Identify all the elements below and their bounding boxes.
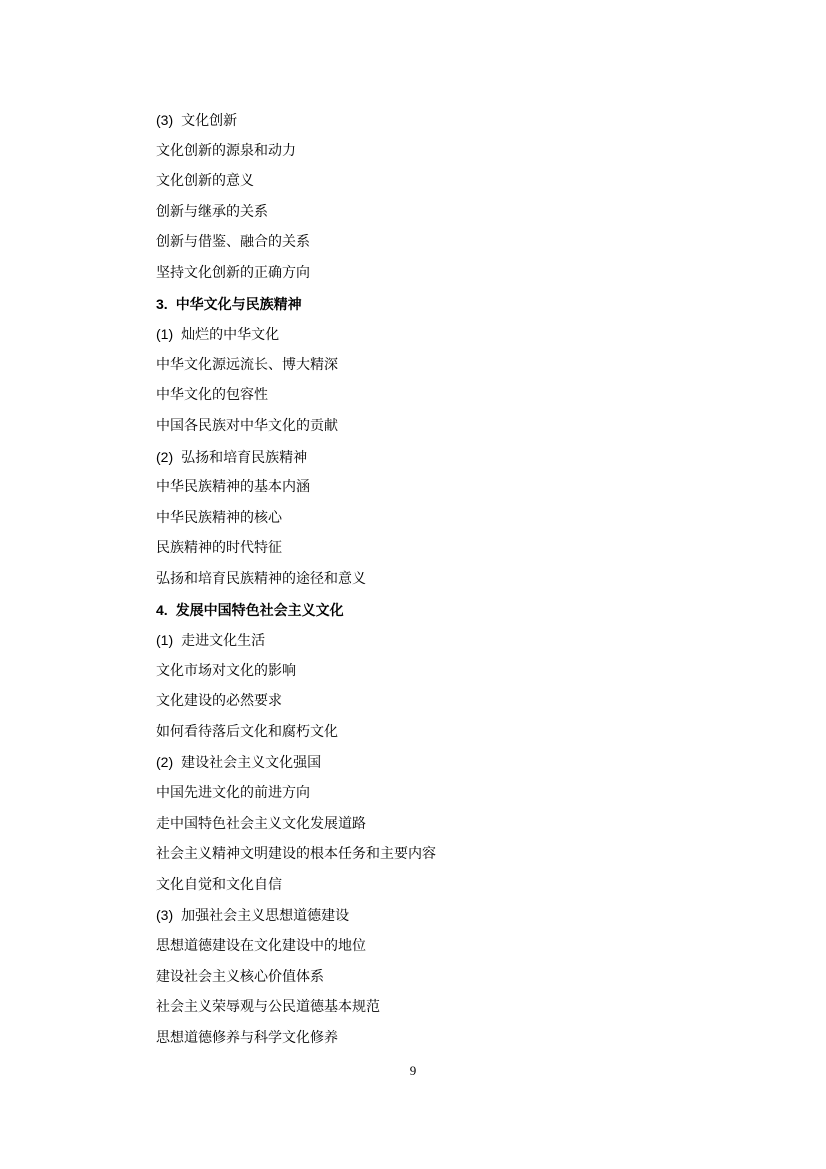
outline-item <box>156 355 756 386</box>
item-text: 中华文化与民族精神 <box>175 296 302 313</box>
item-number: (1) <box>156 632 174 649</box>
item-text: 文化自觉和文化自信 <box>156 876 282 893</box>
item-text: 文化创新的意义 <box>156 173 254 190</box>
outline-item <box>156 875 756 906</box>
item-text: 创新与借鉴、融合的关系 <box>156 234 310 251</box>
subsection-heading <box>156 324 756 355</box>
page-number: 9 <box>409 1063 417 1078</box>
outline-item <box>156 936 756 967</box>
outline-item <box>156 661 756 692</box>
outline-item <box>156 783 756 814</box>
item-number: (2) <box>156 448 174 465</box>
item-text: 文化创新 <box>181 113 238 129</box>
item-text: 中华民族精神的基本内涵 <box>156 479 310 496</box>
item-text: 中国各民族对中华文化的贡献 <box>156 417 338 434</box>
outline-item <box>156 232 756 263</box>
section-heading <box>156 600 756 631</box>
outline-item <box>156 477 756 508</box>
item-text: 社会主义荣辱观与公民道德基本规范 <box>156 999 380 1016</box>
item-text: 文化建设的必然要求 <box>156 693 282 710</box>
item-number: 4. <box>156 601 168 618</box>
outline-item <box>156 691 756 722</box>
item-text: 弘扬和培育民族精神的途径和意义 <box>156 570 366 587</box>
subsection-heading <box>156 752 756 783</box>
item-text: 建设社会主义核心价值体系 <box>156 968 324 985</box>
item-text: 思想道德建设在文化建设中的地位 <box>156 938 366 955</box>
outline-item <box>156 538 756 569</box>
item-text: 建设社会主义文化强国 <box>181 755 322 772</box>
item-text: 走进文化生活 <box>181 633 266 650</box>
item-text: 社会主义精神文明建设的根本任务和主要内容 <box>156 846 436 863</box>
outline-item <box>156 141 756 172</box>
item-text: 创新与继承的关系 <box>156 203 268 220</box>
item-text: 民族精神的时代特征 <box>156 540 282 557</box>
item-number: (2) <box>156 754 174 771</box>
outline-item <box>156 722 756 753</box>
item-number: (3) <box>156 112 174 128</box>
item-text: 中华文化源远流长、博大精深 <box>156 356 338 373</box>
item-text: 弘扬和培育民族精神 <box>181 449 308 466</box>
outline-item <box>156 814 756 845</box>
item-number: (1) <box>156 326 174 343</box>
item-number: 3. <box>156 295 168 312</box>
item-text: 加强社会主义思想道德建设 <box>181 908 350 925</box>
outline-item <box>156 416 756 447</box>
outline-item <box>156 997 756 1028</box>
section-heading <box>156 294 756 325</box>
item-text: 文化创新的源泉和动力 <box>156 142 296 159</box>
outline-item <box>156 844 756 875</box>
item-text: 中国先进文化的前进方向 <box>156 785 310 802</box>
outline-item <box>156 508 756 539</box>
outline-item <box>156 202 756 233</box>
item-text: 发展中国特色社会主义文化 <box>175 602 344 619</box>
item-text: 思想道德修养与科学文化修养 <box>156 1029 338 1046</box>
item-text: 中华民族精神的核心 <box>156 509 282 526</box>
item-text: 灿烂的中华文化 <box>181 327 280 344</box>
item-number: (3) <box>156 907 174 924</box>
subsection-heading <box>156 447 756 478</box>
item-text: 走中国特色社会主义文化发展道路 <box>156 815 366 832</box>
item-text: 如何看待落后文化和腐朽文化 <box>156 723 338 740</box>
outline-item <box>156 967 756 998</box>
item-text: 文化市场对文化的影响 <box>156 662 296 679</box>
outline-item <box>156 263 756 294</box>
outline-item <box>156 569 756 600</box>
outline-item <box>156 385 756 416</box>
outline-item <box>156 171 756 202</box>
item-text: 坚持文化创新的正确方向 <box>156 264 310 281</box>
outline-item <box>156 1028 756 1059</box>
outline-list <box>156 110 756 1058</box>
subsection-heading <box>156 905 756 936</box>
subsection-heading <box>156 110 756 141</box>
subsection-heading <box>156 630 756 661</box>
item-text: 中华文化的包容性 <box>156 387 268 404</box>
